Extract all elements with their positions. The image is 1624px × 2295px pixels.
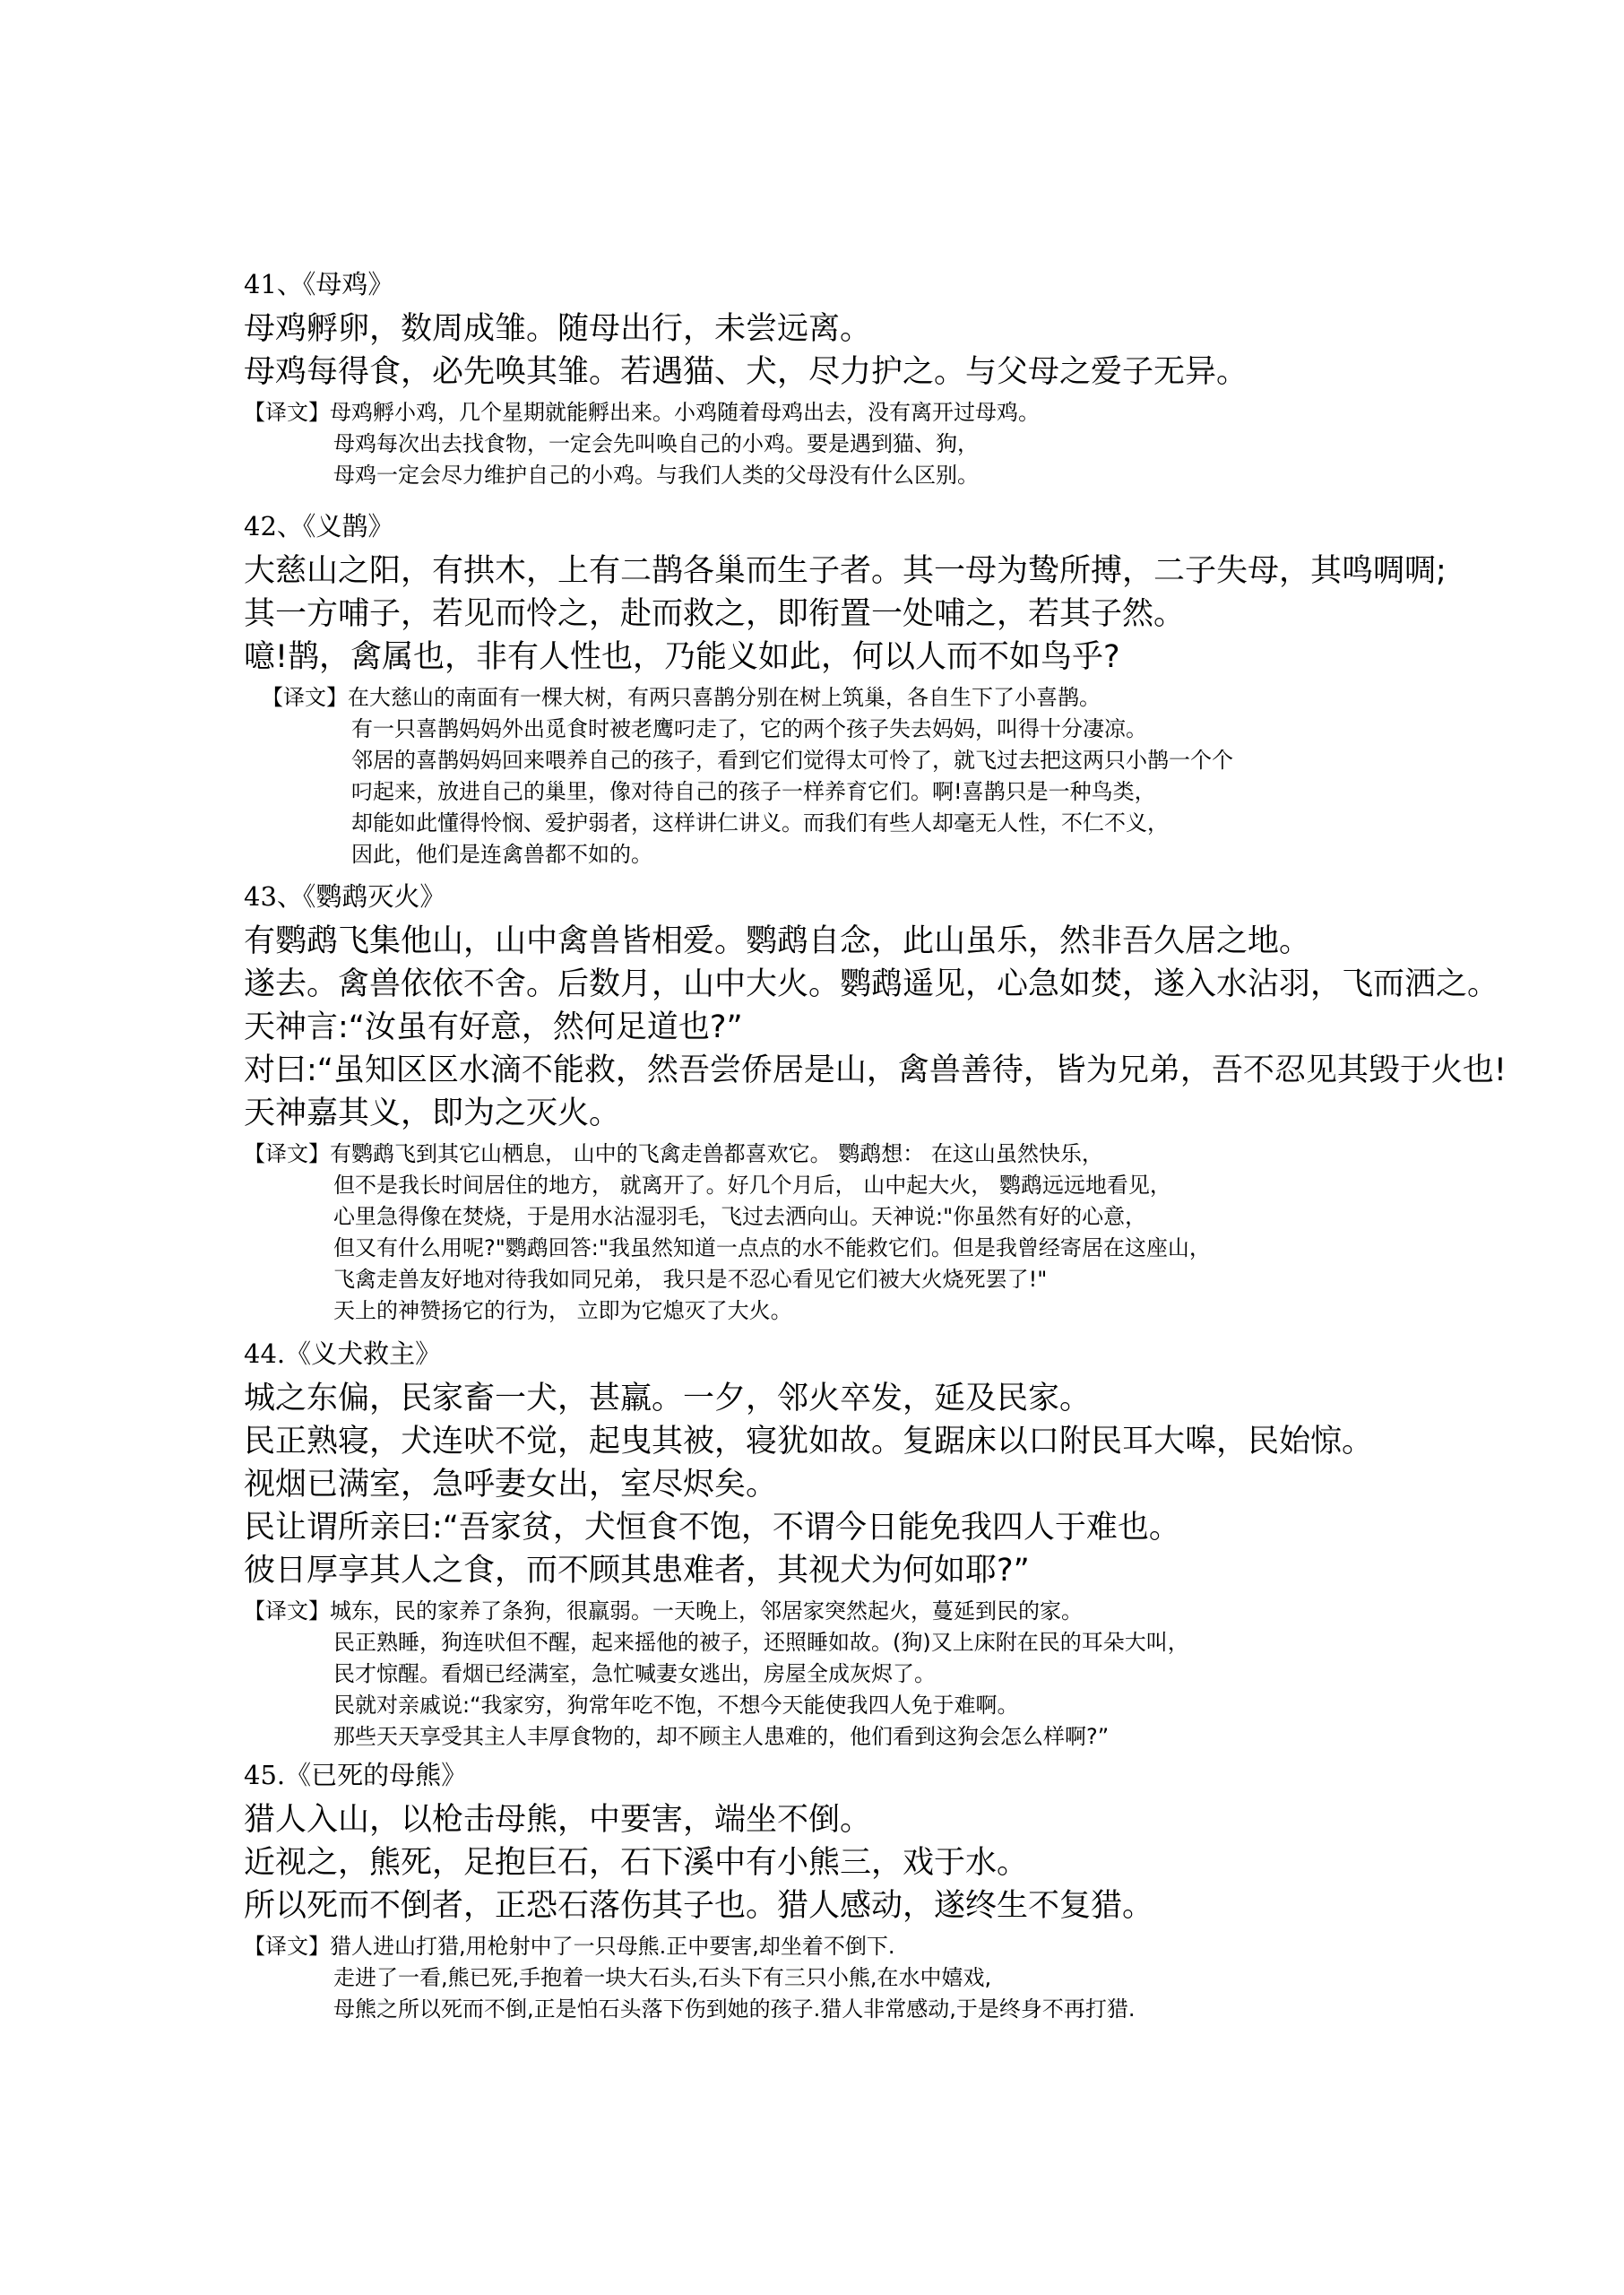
original-line: 天神嘉其义，即为之灭火。 [244, 1096, 621, 1131]
original-line: 近视之，熊死，足抱巨石，石下溪中有小熊三，戏于水。 [244, 1845, 1029, 1881]
translation-line: 有鹦鹉飞到其它山栖息， 山中的飞禽走兽都喜欢它。 鹦鹉想： 在这山虽然快乐， [330, 1141, 1103, 1166]
section-title: 42、《义鹊》 [244, 511, 394, 541]
original-line: 城之东偏，民家畜一犬，甚羸。一夕，邻火卒发，延及民家。 [244, 1381, 1092, 1416]
translation-line: 却能如此懂得怜悯、爱护弱者，这样讲仁讲义。而我们有些人却毫无人性，不仁不义， [351, 810, 1169, 836]
translation-line: 邻居的喜鹊妈妈回来喂养自己的孩子，看到它们觉得太可怜了，就飞过去把这两只小鹊一个个 [351, 748, 1233, 773]
original-line: 民正熟寝，犬连吠不觉，起曳其被，寝犹如故。复踞床以口附民耳大嗥，民始惊。 [244, 1424, 1374, 1459]
translation-line: 但又有什么用呢?"鹦鹉回答:"我虽然知道一点点的水不能救它们。但是我曾经寄居在这座山， [333, 1235, 1211, 1260]
translation-line: 飞禽走兽友好地对待我如同兄弟， 我只是不忍心看见它们被大火烧死罢了!" [333, 1267, 1048, 1292]
translation-line: 猎人进山打猎,用枪射中了一只母熊.正中要害,却坐着不倒下. [330, 1934, 895, 1959]
section-title: 45.《已死的母熊》 [244, 1760, 468, 1790]
original-line: 母鸡每得食，必先唤其雏。若遇猫、犬，尽力护之。与父母之爱子无异。 [244, 354, 1248, 390]
translation-block [244, 1931, 1409, 2025]
translation-line: 民才惊醒。看烟已经满室，急忙喊妻女逃出，房屋全成灰烬了。 [333, 1661, 936, 1686]
section-42 [244, 508, 1447, 870]
translation-block [244, 397, 1409, 491]
translation-line: 城东，民的家养了条狗，很羸弱。一天晚上，邻居家突然起火，蔓延到民的家。 [330, 1598, 1083, 1624]
translation-line: 叼起来，放进自己的巢里，像对待自己的孩子一样养育它们。啊!喜鹊只是一种鸟类， [351, 779, 1156, 804]
translation-line: 母鸡孵小鸡，几个星期就能孵出来。小鸡随着母鸡出去，没有离开过母鸡。 [330, 400, 1040, 425]
original-line: 大慈山之阳，有拱木，上有二鹊各巢而生子者。其一母为鸷所搏，二子失母，其鸣啁啁; [244, 553, 1447, 589]
translation-label: 【译文】 [244, 1141, 330, 1166]
translation-line: 民就对亲戚说:“我家穷，狗常年吃不饱，不想今天能使我四人免于难啊。 [333, 1693, 1019, 1718]
translation-line: 母鸡每次出去找食物，一定会先叫唤自己的小鸡。要是遇到猫、狗， [333, 431, 979, 456]
translation-label: 【译文】 [244, 1598, 330, 1624]
translation-line: 在大慈山的南面有一棵大树，有两只喜鹊分别在树上筑巢，各自生下了小喜鹊。 [348, 685, 1101, 710]
section-41 [244, 266, 1409, 491]
original-line: 其一方哺子，若见而怜之，赴而救之，即衔置一处哺之，若其子然。 [244, 596, 1186, 632]
section-45 [244, 1757, 1409, 2025]
original-line: 噫!鹊，禽属也，非有人性也，乃能义如此，何以人而不如鸟乎? [244, 639, 1120, 675]
translation-line: 那些天天享受其主人丰厚食物的，却不顾主人患难的，他们看到这狗会怎么样啊?” [333, 1724, 1110, 1749]
translation-label: 【译文】 [262, 685, 348, 710]
translation-line: 因此，他们是连禽兽都不如的。 [351, 842, 652, 867]
translation-line: 心里急得像在焚烧，于是用水沾湿羽毛，飞过去洒向山。天神说:"你虽然有好的心意， [333, 1204, 1147, 1229]
translation-block [244, 1139, 1409, 1327]
section-title: 41、《母鸡》 [244, 269, 394, 299]
original-line: 民让谓所亲曰:“吾家贫，犬恒食不饱，不谓今日能免我四人于难也。 [244, 1510, 1180, 1546]
original-line: 彼日厚享其人之食，而不顾其患难者，其视犬为何如耶?” [244, 1553, 1030, 1589]
original-line: 天神言:“汝虽有好意，然何足道也?” [244, 1009, 743, 1045]
translation-line: 母鸡一定会尽力维护自己的小鸡。与我们人类的父母没有什么区别。 [333, 463, 979, 488]
section-43 [244, 879, 1507, 1327]
original-line: 有鹦鹉飞集他山，山中禽兽皆相爱。鹦鹉自念，此山虽乐，然非吾久居之地。 [244, 923, 1311, 959]
original-line: 所以死而不倒者，正恐石落伤其子也。猎人感动，遂终生不复猎。 [244, 1888, 1154, 1924]
translation-line: 但不是我长时间居住的地方， 就离开了。好几个月后， 山中起大火， 鹦鹉远远地看见， [333, 1173, 1171, 1198]
translation-line: 母熊之所以死而不倒,正是怕石头落下伤到她的孩子.猎人非常感动,于是终身不再打猎. [333, 1996, 1136, 2022]
section-title: 44.《义犬救主》 [244, 1338, 442, 1369]
translation-block [262, 682, 1409, 870]
original-line: 视烟已满室，急呼妻女出，室尽烬矣。 [244, 1467, 778, 1503]
original-line: 遂去。禽兽依依不舍。后数月，山中大火。鹦鹉遥见，心急如焚，遂入水沾羽，飞而洒之。 [244, 966, 1499, 1002]
section-title: 43、《鹦鹉灭火》 [244, 881, 446, 912]
translation-block [244, 1596, 1409, 1753]
original-line: 对曰:“虽知区区水滴不能救，然吾尝侨居是山，禽兽善待，皆为兄弟，吾不忍见其毁于火也! [244, 1052, 1507, 1088]
original-line: 母鸡孵卵，数周成雏。随母出行，未尝远离。 [244, 311, 872, 347]
translation-label: 【译文】 [244, 400, 330, 425]
translation-line: 天上的神赞扬它的行为， 立即为它熄灭了大火。 [333, 1298, 792, 1323]
translation-line: 走进了一看,熊已死,手抱着一块大石头,石头下有三只小熊,在水中嬉戏, [333, 1965, 992, 1990]
translation-line: 民正熟睡，狗连吠但不醒，起来摇他的被子，还照睡如故。(狗)又上床附在民的耳朵大叫， [333, 1630, 1189, 1655]
section-44 [244, 1336, 1409, 1753]
translation-label: 【译文】 [244, 1934, 330, 1959]
original-line: 猎人入山，以枪击母熊，中要害，端坐不倒。 [244, 1802, 872, 1838]
translation-line: 有一只喜鹊妈妈外出觅食时被老鹰叼走了，它的两个孩子失去妈妈，叫得十分凄凉。 [351, 716, 1147, 741]
